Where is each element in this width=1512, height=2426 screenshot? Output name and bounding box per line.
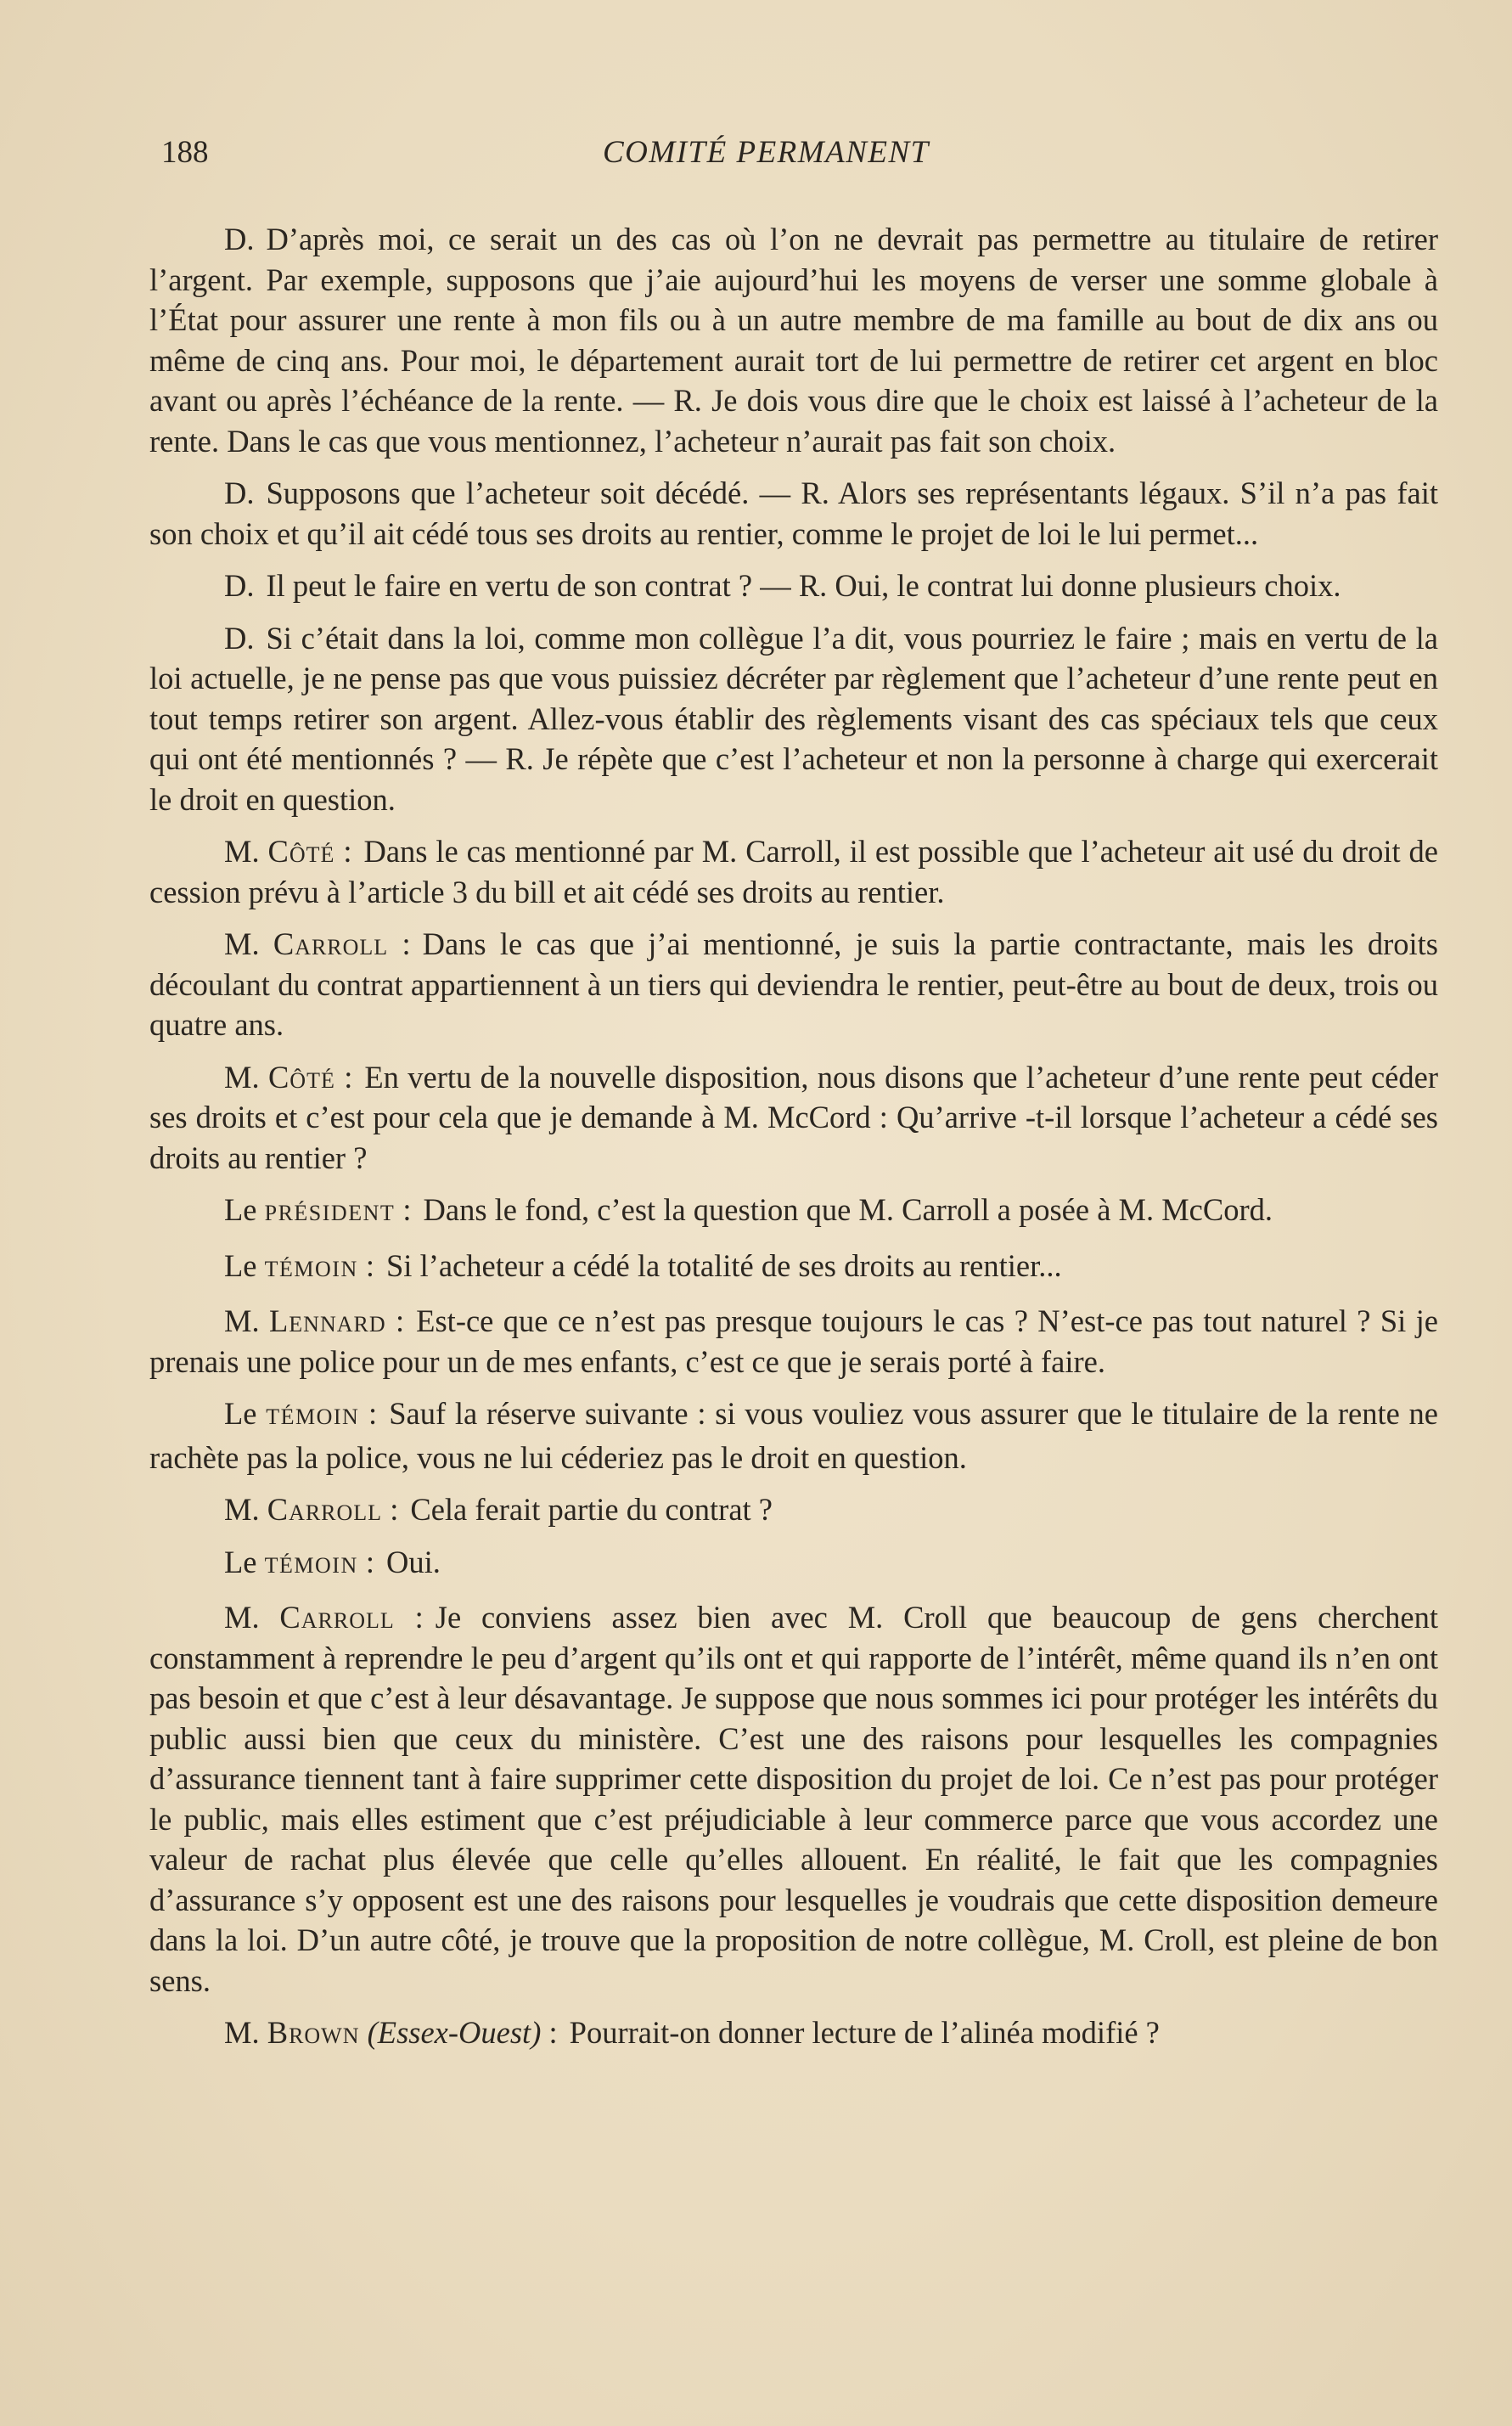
running-title: COMITÉ PERMANENT [603,135,930,170]
speaker-prefix: Le [224,1192,257,1227]
paragraph-text: Si l’acheteur a cédé la totalité de ses droits au rentier... [386,1247,1062,1283]
speaker-prefix: M. [224,834,260,869]
speaker-label: D. [224,568,255,603]
body-text [149,219,1438,2065]
speaker-name: Côté [267,1059,335,1095]
paragraph-text: Supposons que l’acheteur soit décédé. — R. Alors ses représentants légaux. S’il n’a pas fait son choix et qu’il ait cédé tous ses droits au rentier, comme le projet de loi le lui permet... [149,476,1438,551]
paragraph-text: Si c’était dans la loi, comme mon collègue l’a dit, vous pourriez le faire ; mais en vertu de la loi actuelle, je ne pense pas que vous puissiez décréter par règlement que l’acheteur d’une rente peut en tout temps retirer son argent. Allez-vous établir des règlements visant des cas spéciaux tels que ceux qui ont été mentionnés ? — R. Je répète que c’est l’acheteur et non la personne à charge qui exercerait le droit en question. [149,620,1438,817]
page-number: 188 [161,135,209,170]
paragraph-text: Pourrait-on donner lecture de l’alinéa modifié ? [569,2015,1160,2050]
paragraph-text: Dans le fond, c’est la question que M. Carroll a posée à M. McCord. [423,1192,1273,1227]
speaker-riding: (Essex-Ouest) [367,2015,542,2050]
speaker-name: Carroll [267,1492,383,1527]
paragraph-text: Il peut le faire en vertu de son contrat ? — R. Oui, le contrat lui donne plusieurs choix. [266,568,1341,603]
speaker-label: D. [224,222,255,256]
speaker-prefix: M. [224,926,260,961]
paragraph-speech: M. Côté : En vertu de la nouvelle disposition, nous disons que l’acheteur d’une rente peut céder ses droits et c’est pour cela que je demande à M. McCord : Qu’arrive -t-il lorsque l’acheteur a cédé ses droits au rentier ? [149,1059,1438,1175]
paragraph-text: Je conviens assez bien avec M. Croll que beaucoup de gens cherchent constamment à reprendre le peu d’argent qu’ils ont et qui rapporte de l’intérêt, même quand ils n’en ont pas besoin et que c’est à leur désavantage. Je suppose que nous sommes ici pour protéger les intérêts du public aussi bien que ceux du ministère. C’est une des raisons pour lesquelles les compagnies d’assurance tiennent tant à faire supprimer cette disposition du projet de loi. Ce n’est pas pour protéger le public, mais elles estiment que c’est préjudiciable à leur commerce parce que vous accordez une valeur de rachat plus élevée que celle qu’elles allouent. En réalité, le fait que les compagnies d’assurance s’y opposent est une des raisons pour lesquelles je voudrais que cette disposition demeure dans la loi. D’un autre côté, je trouve que la proposition de notre collègue, M. Croll, est pleine de bon sens. [149,1600,1438,1998]
paragraph-speech: Le TÉMOIN : Sauf la réserve suivante : si vous vouliez vous assurer que le titulaire de la rente ne rachète pas la police, vous ne lui céderiez pas le droit en question. [149,1396,1438,1475]
speaker-name: Carroll [279,1600,395,1635]
paragraph-speech: Le PRÉSIDENT : Dans le fond, c’est la question que M. Carroll a posée à M. McCord. [224,1192,1273,1227]
paragraph-text: Sauf la réserve suivante : si vous vouliez vous assurer que le titulaire de la rente ne rachète pas la police, vous ne lui céderiez pas le droit en question. [149,1396,1438,1475]
paragraph-question [149,473,1438,554]
paragraph-text: Dans le cas que j’ai mentionné, je suis la partie contractante, mais les droits découlant du contrat appartiennent à un tiers qui deviendra le rentier, peut-être au bout de deux, trois ou quatre ans. [149,926,1438,1042]
paragraph-text: D’après moi, ce serait un des cas où l’on ne devrait pas permettre au titulaire de retirer l’argent. Par exemple, supposons que j’aie aujourd’hui les moyens de verser une somme globale à l’État pour assurer une rente à mon fils ou à un autre membre de ma famille au bout de dix ans ou même de cinq ans. Pour moi, le département aurait tort de lui permettre de retirer cet argent en bloc avant ou après l’échéance de la rente. — R. Je dois vous dire que le choix est laissé à l’acheteur de la rente. Dans le cas que vous mentionnez, l’acheteur n’aurait pas fait son choix. [149,222,1438,459]
speaker-prefix: Le [224,1544,257,1579]
paragraph-speech: Le TÉMOIN : Si l’acheteur a cédé la totalité de ses droits au rentier... [224,1247,1062,1283]
speaker-name: TÉMOIN [264,1256,358,1281]
speaker-name: TÉMOIN [266,1404,360,1429]
speaker-name: Lennard [269,1303,386,1338]
paragraph-speech: M. Carroll : Dans le cas que j’ai mentionné, je suis la partie contractante, mais les droits découlant du contrat appartiennent à un tiers qui deviendra le rentier, peut-être au bout de deux, trois ou quatre ans. [149,926,1438,1042]
paragraph-text: Cela ferait partie du contrat ? [410,1492,773,1527]
paragraph-question [149,566,1438,606]
speaker-name: Carroll [273,926,389,961]
paragraph-question [149,219,1438,461]
speaker-name: PRÉSIDENT [264,1201,396,1225]
speaker-prefix: M. [224,1492,260,1527]
speaker-name: Brown [267,2015,360,2050]
speaker-prefix: M. [224,1303,260,1338]
speaker-prefix: M. [224,1059,260,1095]
paragraph-speech: M. Côté : Dans le cas mentionné par M. Carroll, il est possible que l’acheteur ait usé du droit de cession prévu à l’article 3 du bill et ait cédé ses droits au rentier. [149,834,1438,909]
speaker-prefix: M. [224,2015,260,2050]
paragraph-speech: M. Carroll : Je conviens assez bien avec M. Croll que beaucoup de gens cherchent constamment à reprendre le peu d’argent qu’ils ont et qui rapporte de l’intérêt, même quand ils n’en ont pas besoin et que c’est à leur désavantage. Je suppose que nous sommes ici pour protéger les intérêts du public aussi bien que ceux du ministère. C’est une des raisons pour lesquelles les compagnies d’assurance tiennent tant à faire supprimer cette disposition du projet de loi. Ce n’est pas pour protéger le public, mais elles estiment que c’est préjudiciable à leur commerce parce que vous accordez une valeur de rachat plus élevée que celle qu’elles allouent. En réalité, le fait que les compagnies d’assurance s’y opposent est une des raisons pour lesquelles je voudrais que cette disposition demeure dans la loi. D’un autre côté, je trouve que la proposition de notre collègue, M. Croll, est pleine de bon sens. [149,1600,1438,1998]
paragraph-question [149,618,1438,820]
paragraph-text: En vertu de la nouvelle disposition, nous disons que l’acheteur d’une rente peut céder ses droits et c’est pour cela que je demande à M. McCord : Qu’arrive -t-il lorsque l’acheteur a cédé ses droits au rentier ? [149,1059,1438,1175]
speaker-name: TÉMOIN [264,1552,358,1578]
paragraph-speech: Le TÉMOIN : Oui. [224,1544,441,1579]
paragraph-text: Est-ce que ce n’est pas presque toujours le cas ? N’est-ce pas tout naturel ? Si je prenais une police pour un de mes enfants, c’est ce que je serais porté à faire. [149,1303,1439,1379]
page-header [161,134,1435,177]
paragraph-text: Oui. [386,1544,441,1579]
speaker-prefix: Le [224,1247,257,1283]
paragraph-speech: M. Lennard : Est-ce que ce n’est pas presque toujours le cas ? N’est-ce pas tout naturel ? Si je prenais une police pour un de mes enfants, c’est ce que je serais porté à faire. [149,1303,1439,1379]
speaker-name: Côté [267,834,335,869]
speaker-prefix: Le [224,1396,257,1431]
paragraph-text: Dans le cas mentionné par M. Carroll, il est possible que l’acheteur ait usé du droit de cession prévu à l’article 3 du bill et ait cédé ses droits au rentier. [149,834,1438,909]
paragraph-speech: M. Brown (Essex-Ouest) : Pourrait-on donner lecture de l’alinéa modifié ? [224,2015,1160,2050]
paragraph-speech: M. Carroll : Cela ferait partie du contrat ? [224,1492,773,1527]
speaker-label: D. [224,476,255,510]
speaker-prefix: M. [224,1600,260,1635]
speaker-label: D. [224,620,255,656]
